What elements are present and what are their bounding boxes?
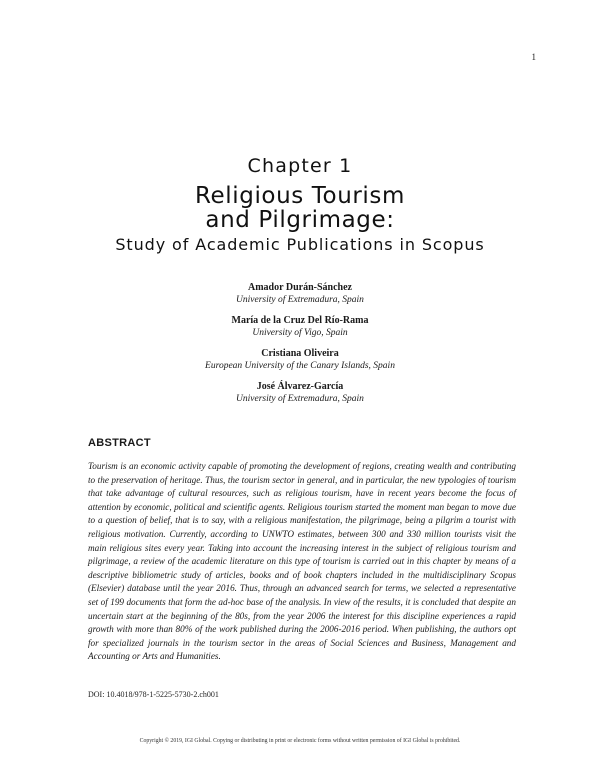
author-name: Amador Durán-Sánchez [248,282,352,293]
author-block [0,315,600,339]
author-block [0,348,600,372]
author-name: María de la Cruz Del Río-Rama [231,315,369,326]
author-block [0,381,600,405]
doi-text: DOI: 10.4018/978-1-5225-5730-2.ch001 [88,690,219,699]
chapter-label: Chapter 1 [247,155,353,177]
author-affiliation: University of Extremadura, Spain [236,394,364,404]
author-name: Cristiana Oliveira [261,348,339,359]
subtitle: Study of Academic Publications in Scopus [115,235,485,254]
abstract-heading: ABSTRACT [88,437,151,449]
author-list [0,282,600,414]
author-name: José Álvarez-García [256,381,344,392]
page-number: 1 [531,52,536,62]
title-line-2: and Pilgrimage: [205,207,395,233]
author-affiliation: University of Extremadura, Spain [236,295,364,305]
author-affiliation: European University of the Canary Islands, Spain [205,361,395,371]
abstract-text: Tourism is an economic activity capable of promoting the development of regions, creating wealth and contributing to the preservation of heritage. Thus, the tourism sector in general, and in particular, the new typologies of tourism that take advantage of cultural resources, such as religious tourism, have in recent years become the focus of attention by economic, political and scientific agents. Religious tourism started the moment man began to move due to a question of belief, that is to say, with a religious manifestation, the pilgrimage, being a pilgrim a tourist with religious motivation. Currently, according to UNWTO estimates, between 300 and 330 million tourists visit the main religious sites every year. Taking into account the increasing interest in the subject of religious tourism and pilgrimage, a review of the academic literature on this type of tourism is carried out in this chapter by means of a descriptive bibliometric study of articles, books and of book chapters included in the multidisciplinary Scopus (Elsevier) database until the year 2016. Thus, through an advanced search for terms, we selected a representative set of 199 documents that form the ad-hoc base of the analysis. In view of the results, it is concluded that despite an uncertain start at the beginning of the 80s, from the year 2006 the interest for this discipline experiences a rapid growth with more than 80% of the work published during the 2006-2016 period. When publishing, the authors opt for specialized journals in the tourism sector in the areas of Social Sciences and Business, Management and Accounting or Arts and Humanities. [88,461,516,662]
author-block [0,282,600,306]
title-line-1: Religious Tourism [194,183,406,209]
author-affiliation: University of Vigo, Spain [252,328,348,338]
copyright-notice: Copyright © 2019, IGI Global. Copying or distributing in print or electronic forms without written permission of IGI Global is prohibited. [139,738,461,744]
